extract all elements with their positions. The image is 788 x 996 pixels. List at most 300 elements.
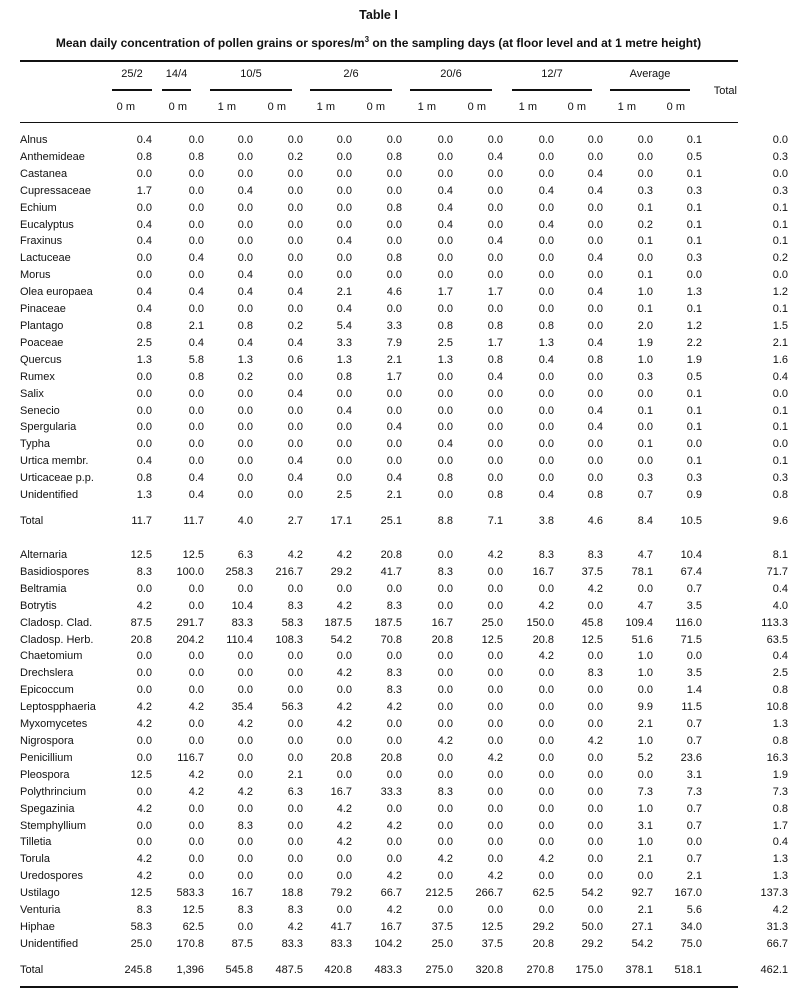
cell-value: 0.0 xyxy=(237,582,253,595)
cell-value: 2.5 xyxy=(136,336,152,349)
cell-value: 0.0 xyxy=(437,650,453,663)
cell-value: 0.0 xyxy=(136,819,152,832)
cell-value: 0.0 xyxy=(188,269,204,282)
group-label-25-2: 25/2 xyxy=(121,68,143,80)
cell-value: 2.1 xyxy=(386,353,402,366)
cell-value: 0.0 xyxy=(287,370,303,383)
total-value: 7.1 xyxy=(487,514,503,527)
unit-label: 0 m xyxy=(467,101,486,113)
cell-value: 1.3 xyxy=(336,353,352,366)
cell-value: 0.0 xyxy=(237,167,253,180)
row-label: Fraxinus xyxy=(20,235,63,248)
cell-value: 0.0 xyxy=(188,167,204,180)
cell-value: 0.0 xyxy=(538,404,554,417)
cell-value: 1.2 xyxy=(686,319,702,332)
cell-value: 4.2 xyxy=(538,650,554,663)
cell-value: 0.4 xyxy=(772,836,788,849)
cell-value: 187.5 xyxy=(324,616,352,629)
total-value: 275.0 xyxy=(425,963,453,976)
cell-value: 79.2 xyxy=(330,887,352,900)
cell-value: 0.0 xyxy=(188,870,204,883)
cell-value: 62.5 xyxy=(532,887,554,900)
total-value: 4.6 xyxy=(587,514,603,527)
cell-value: 0.4 xyxy=(287,286,303,299)
cell-value: 0.0 xyxy=(188,802,204,815)
total-value: 320.8 xyxy=(475,963,503,976)
cell-value: 0.0 xyxy=(237,650,253,663)
cell-value: 20.8 xyxy=(380,751,402,764)
cell-value: 0.0 xyxy=(538,134,554,146)
cell-value: 0.0 xyxy=(587,303,603,316)
cell-value: 0.0 xyxy=(136,582,152,595)
group-label-2-6: 2/6 xyxy=(343,68,359,80)
cell-value: 3.1 xyxy=(637,819,653,832)
table-row xyxy=(20,301,788,318)
cell-value: 0.4 xyxy=(336,404,352,417)
cell-value: 0.0 xyxy=(437,455,453,468)
cell-value: 113.3 xyxy=(761,616,788,629)
cell-value: 0.4 xyxy=(336,235,352,248)
cell-value: 10.4 xyxy=(680,549,702,561)
cell-value: 0.1 xyxy=(686,387,702,400)
row-label: Leptospphaeria xyxy=(20,701,96,714)
cell-value: 0.0 xyxy=(287,684,303,697)
group-label-10-5: 10/5 xyxy=(240,68,262,80)
cell-value: 0.0 xyxy=(237,303,253,316)
cell-value: 0.8 xyxy=(772,802,788,815)
cell-value: 20.8 xyxy=(532,633,554,646)
cell-value: 1.0 xyxy=(637,667,653,680)
total-value: 4.0 xyxy=(237,514,253,527)
cell-value: 2.1 xyxy=(637,853,653,866)
row-label: Venturia xyxy=(20,904,61,917)
cell-value: 0.0 xyxy=(386,438,402,451)
row-label: Epicoccum xyxy=(20,684,74,697)
cell-value: 0.8 xyxy=(437,319,453,332)
cell-value: 0.0 xyxy=(538,904,554,917)
total-value: 3.8 xyxy=(538,514,554,527)
spacer-row xyxy=(20,504,788,513)
cell-value: 1.7 xyxy=(136,184,152,197)
cell-value: 1.3 xyxy=(686,286,702,299)
cell-value: 0.0 xyxy=(336,734,352,747)
cell-value: 0.0 xyxy=(237,387,253,400)
cell-value: 0.0 xyxy=(538,836,554,849)
cell-value: 0.0 xyxy=(587,438,603,451)
table-row xyxy=(20,665,788,682)
cell-value: 0.4 xyxy=(287,387,303,400)
cell-value: 11.5 xyxy=(681,701,702,714)
cell-value: 0.0 xyxy=(538,252,554,265)
cell-value: 8.3 xyxy=(538,549,554,561)
cell-value: 0.0 xyxy=(287,167,303,180)
cell-value: 0.0 xyxy=(538,751,554,764)
cell-value: 3.5 xyxy=(686,599,702,612)
cell-value: 0.8 xyxy=(386,150,402,163)
table-row xyxy=(20,682,788,699)
cell-value: 212.5 xyxy=(425,887,453,900)
cell-value: 4.2 xyxy=(336,718,352,731)
cell-value: 0.0 xyxy=(538,701,554,714)
cell-value: 0.0 xyxy=(587,218,603,231)
cell-value: 0.0 xyxy=(587,650,603,663)
cell-value: 0.0 xyxy=(686,438,702,451)
cell-value: 0.0 xyxy=(287,489,303,502)
cell-value: 0.8 xyxy=(386,252,402,265)
cell-value: 0.4 xyxy=(188,336,204,349)
table-title: Table I xyxy=(359,8,398,22)
spore-table xyxy=(20,547,788,979)
cell-value: 8.3 xyxy=(287,904,303,917)
cell-value: 0.4 xyxy=(386,472,402,485)
cell-value: 0.0 xyxy=(587,718,603,731)
cell-value: 41.7 xyxy=(380,565,402,578)
group-line-2-6 xyxy=(310,89,392,91)
table-row xyxy=(20,453,788,470)
cell-value: 0.0 xyxy=(538,667,554,680)
row-label: Nigrospora xyxy=(20,734,74,747)
cell-value: 0.0 xyxy=(237,404,253,417)
cell-value: 0.7 xyxy=(686,819,702,832)
cell-value: 0.0 xyxy=(772,387,788,400)
cell-value: 0.0 xyxy=(237,751,253,764)
cell-value: 0.3 xyxy=(686,472,702,485)
table-row xyxy=(20,547,788,564)
cell-value: 0.3 xyxy=(772,184,788,197)
cell-value: 0.0 xyxy=(487,438,503,451)
cell-value: 0.7 xyxy=(637,489,653,502)
cell-value: 0.0 xyxy=(538,387,554,400)
cell-value: 0.8 xyxy=(336,370,352,383)
cell-value: 0.1 xyxy=(637,404,653,417)
cell-value: 1.6 xyxy=(772,353,788,366)
cell-value: 0.4 xyxy=(538,218,554,231)
cell-value: 0.0 xyxy=(538,455,554,468)
cell-value: 0.0 xyxy=(386,404,402,417)
cell-value: 0.0 xyxy=(336,870,352,883)
cell-value: 0.0 xyxy=(237,684,253,697)
table-row xyxy=(20,851,788,868)
cell-value: 0.0 xyxy=(487,582,503,595)
group-line-14-4 xyxy=(162,89,191,91)
row-label: Basidiospores xyxy=(20,565,90,578)
table-row xyxy=(20,615,788,632)
cell-value: 1.3 xyxy=(136,353,152,366)
cell-value: 2.5 xyxy=(772,667,788,680)
cell-value: 2.2 xyxy=(686,336,702,349)
row-label: Plantago xyxy=(20,319,64,332)
cell-value: 67.4 xyxy=(680,565,702,578)
cell-value: 187.5 xyxy=(374,616,402,629)
row-label: Quercus xyxy=(20,353,62,366)
cell-value: 0.0 xyxy=(237,150,253,163)
cell-value: 0.0 xyxy=(136,650,152,663)
cell-value: 0.3 xyxy=(686,184,702,197)
row-label: Penicillium xyxy=(20,751,73,764)
cell-value: 16.7 xyxy=(380,920,402,933)
cell-value: 116.7 xyxy=(177,751,204,764)
cell-value: 0.3 xyxy=(637,184,653,197)
cell-value: 0.0 xyxy=(237,472,253,485)
cell-value: 4.2 xyxy=(587,582,603,595)
cell-value: 0.4 xyxy=(487,235,503,248)
cell-value: 0.0 xyxy=(437,802,453,815)
cell-value: 0.8 xyxy=(772,684,788,697)
cell-value: 4.2 xyxy=(336,819,352,832)
cell-value: 0.1 xyxy=(772,218,788,231)
cell-value: 0.0 xyxy=(188,853,204,866)
cell-value: 2.1 xyxy=(686,870,702,883)
cell-value: 0.0 xyxy=(437,718,453,731)
unit-label: 1 m xyxy=(617,101,636,113)
cell-value: 0.0 xyxy=(237,218,253,231)
cell-value: 87.5 xyxy=(231,937,253,950)
cell-value: 1.7 xyxy=(487,336,503,349)
cell-value: 0.0 xyxy=(538,785,554,798)
cell-value: 12.5 xyxy=(182,904,204,917)
cell-value: 0.0 xyxy=(538,802,554,815)
cell-value: 0.0 xyxy=(136,421,152,434)
cell-value: 0.0 xyxy=(188,455,204,468)
unit-label: 1 m xyxy=(518,101,537,113)
cell-value: 0.0 xyxy=(437,582,453,595)
cell-value: 0.1 xyxy=(686,235,702,248)
cell-value: 0.4 xyxy=(772,582,788,595)
table-row xyxy=(20,834,788,851)
cell-value: 18.8 xyxy=(281,887,303,900)
row-label: Salix xyxy=(20,387,44,400)
cell-value: 1.3 xyxy=(772,870,788,883)
subtitle-text: Mean daily concentration of pollen grains or spores/m xyxy=(55,36,365,50)
total-value: 1,396 xyxy=(176,963,204,976)
table-row xyxy=(20,733,788,750)
cell-value: 4.2 xyxy=(237,718,253,731)
row-label: Pleospora xyxy=(20,768,70,781)
row-label: Hiphae xyxy=(20,920,55,933)
cell-value: 0.0 xyxy=(237,768,253,781)
cell-value: 0.8 xyxy=(188,370,204,383)
cell-value: 0.4 xyxy=(188,252,204,265)
cell-value: 108.3 xyxy=(275,633,303,646)
cell-value: 0.0 xyxy=(336,150,352,163)
cell-value: 0.0 xyxy=(136,438,152,451)
cell-value: 0.0 xyxy=(237,836,253,849)
table-row xyxy=(20,487,788,504)
cell-value: 0.0 xyxy=(686,836,702,849)
cell-value: 0.4 xyxy=(487,150,503,163)
cell-value: 0.0 xyxy=(136,734,152,747)
cell-value: 0.4 xyxy=(287,472,303,485)
cell-value: 0.4 xyxy=(538,489,554,502)
cell-value: 0.0 xyxy=(437,701,453,714)
cell-value: 0.4 xyxy=(437,201,453,214)
cell-value: 7.9 xyxy=(386,336,402,349)
cell-value: 2.1 xyxy=(386,489,402,502)
cell-value: 0.0 xyxy=(487,455,503,468)
cell-value: 0.0 xyxy=(437,768,453,781)
cell-value: 0.0 xyxy=(336,269,352,282)
cell-value: 3.5 xyxy=(686,667,702,680)
total-value: 2.7 xyxy=(287,514,303,527)
cell-value: 0.1 xyxy=(772,421,788,434)
row-label: Morus xyxy=(20,269,51,282)
cell-value: 4.2 xyxy=(587,734,603,747)
cell-value: 58.3 xyxy=(281,616,303,629)
row-label: Urticaceae p.p. xyxy=(20,472,94,485)
cell-value: 4.2 xyxy=(136,718,152,731)
cell-value: 0.0 xyxy=(287,184,303,197)
cell-value: 0.0 xyxy=(538,582,554,595)
total-value: 8.8 xyxy=(437,514,453,527)
cell-value: 0.8 xyxy=(136,150,152,163)
cell-value: 0.4 xyxy=(386,421,402,434)
cell-value: 0.0 xyxy=(487,565,503,578)
total-value: 11.7 xyxy=(131,514,152,527)
cell-value: 0.4 xyxy=(136,134,152,146)
cell-value: 0.0 xyxy=(487,252,503,265)
cell-value: 0.4 xyxy=(587,336,603,349)
table-row xyxy=(20,564,788,581)
cell-value: 0.0 xyxy=(336,768,352,781)
bottom-rule xyxy=(20,986,738,988)
cell-value: 29.2 xyxy=(330,565,352,578)
cell-value: 92.7 xyxy=(631,887,653,900)
cell-value: 0.0 xyxy=(437,252,453,265)
cell-value: 54.2 xyxy=(581,887,603,900)
cell-value: 0.7 xyxy=(686,734,702,747)
table-row xyxy=(20,436,788,453)
cell-value: 0.0 xyxy=(772,438,788,451)
cell-value: 0.0 xyxy=(287,134,303,146)
cell-value: 0.0 xyxy=(487,836,503,849)
cell-value: 0.0 xyxy=(637,387,653,400)
cell-value: 0.1 xyxy=(686,404,702,417)
subtitle-superscript: 3 xyxy=(364,35,370,44)
total-row xyxy=(20,962,788,979)
cell-value: 0.8 xyxy=(487,489,503,502)
cell-value: 0.2 xyxy=(237,370,253,383)
cell-value: 0.0 xyxy=(637,421,653,434)
cell-value: 0.1 xyxy=(637,303,653,316)
unit-label: 0 m xyxy=(567,101,586,113)
cell-value: 0.0 xyxy=(287,421,303,434)
cell-value: 0.0 xyxy=(136,370,152,383)
cell-value: 0.4 xyxy=(587,184,603,197)
cell-value: 0.0 xyxy=(637,768,653,781)
unit-label: 0 m xyxy=(116,101,135,113)
cell-value: 0.0 xyxy=(487,819,503,832)
cell-value: 0.0 xyxy=(188,718,204,731)
cell-value: 0.4 xyxy=(587,252,603,265)
cell-value: 0.0 xyxy=(336,252,352,265)
group-label-14-4: 14/4 xyxy=(165,68,188,80)
cell-value: 12.5 xyxy=(481,920,503,933)
total-value: 462.1 xyxy=(760,963,788,976)
cell-value: 4.2 xyxy=(336,836,352,849)
table-row xyxy=(20,648,788,665)
cell-value: 4.2 xyxy=(386,870,402,883)
cell-value: 4.2 xyxy=(336,802,352,815)
cell-value: 0.1 xyxy=(686,455,702,468)
total-label: Total xyxy=(20,514,44,527)
table-row xyxy=(20,284,788,301)
cell-value: 8.3 xyxy=(386,599,402,612)
table-row xyxy=(20,699,788,716)
cell-value: 37.5 xyxy=(431,920,453,933)
cell-value: 16.7 xyxy=(431,616,453,629)
cell-value: 0.0 xyxy=(487,134,503,146)
cell-value: 0.0 xyxy=(287,201,303,214)
cell-value: 2.1 xyxy=(188,319,204,332)
cell-value: 0.0 xyxy=(336,472,352,485)
cell-value: 0.0 xyxy=(287,718,303,731)
table-row xyxy=(20,716,788,733)
cell-value: 5.8 xyxy=(188,353,204,366)
cell-value: 0.8 xyxy=(136,472,152,485)
cell-value: 0.0 xyxy=(487,404,503,417)
cell-value: 0.0 xyxy=(136,667,152,680)
cell-value: 0.0 xyxy=(487,734,503,747)
cell-value: 0.0 xyxy=(386,184,402,197)
cell-value: 0.0 xyxy=(386,218,402,231)
cell-value: 0.0 xyxy=(637,167,653,180)
table-row xyxy=(20,318,788,335)
table-row xyxy=(20,183,788,200)
cell-value: 0.0 xyxy=(538,421,554,434)
cell-value: 110.4 xyxy=(226,633,253,646)
cell-value: 0.8 xyxy=(487,353,503,366)
cell-value: 0.0 xyxy=(437,751,453,764)
cell-value: 216.7 xyxy=(275,565,303,578)
cell-value: 66.7 xyxy=(766,937,788,950)
row-label: Urtica membr. xyxy=(20,455,89,468)
cell-value: 83.3 xyxy=(330,937,352,950)
cell-value: 0.0 xyxy=(237,252,253,265)
cell-value: 1.2 xyxy=(772,286,788,299)
cell-value: 1.3 xyxy=(772,718,788,731)
cell-value: 4.2 xyxy=(237,785,253,798)
total-value: 175.0 xyxy=(575,963,603,976)
cell-value: 8.3 xyxy=(287,599,303,612)
cell-value: 8.3 xyxy=(136,565,152,578)
cell-value: 0.0 xyxy=(336,134,352,146)
cell-value: 0.0 xyxy=(136,387,152,400)
cell-value: 0.0 xyxy=(136,836,152,849)
cell-value: 87.5 xyxy=(130,616,152,629)
cell-value: 0.0 xyxy=(637,870,653,883)
cell-value: 6.3 xyxy=(237,549,253,561)
table-row xyxy=(20,403,788,420)
cell-value: 12.5 xyxy=(130,887,152,900)
cell-value: 0.5 xyxy=(686,370,702,383)
row-label: Anthemideae xyxy=(20,150,85,163)
cell-value: 0.0 xyxy=(287,802,303,815)
cell-value: 0.0 xyxy=(287,751,303,764)
total-value: 25.1 xyxy=(380,514,402,527)
header-rule xyxy=(20,122,738,123)
top-rule xyxy=(20,60,738,62)
table-row xyxy=(20,166,788,183)
cell-value: 8.3 xyxy=(136,904,152,917)
cell-value: 0.0 xyxy=(287,235,303,248)
cell-value: 4.2 xyxy=(188,701,204,714)
cell-value: 8.3 xyxy=(437,565,453,578)
cell-value: 0.0 xyxy=(772,167,788,180)
cell-value: 0.0 xyxy=(587,201,603,214)
cell-value: 0.8 xyxy=(487,319,503,332)
cell-value: 104.2 xyxy=(374,937,402,950)
group-line-10-5 xyxy=(210,89,292,91)
